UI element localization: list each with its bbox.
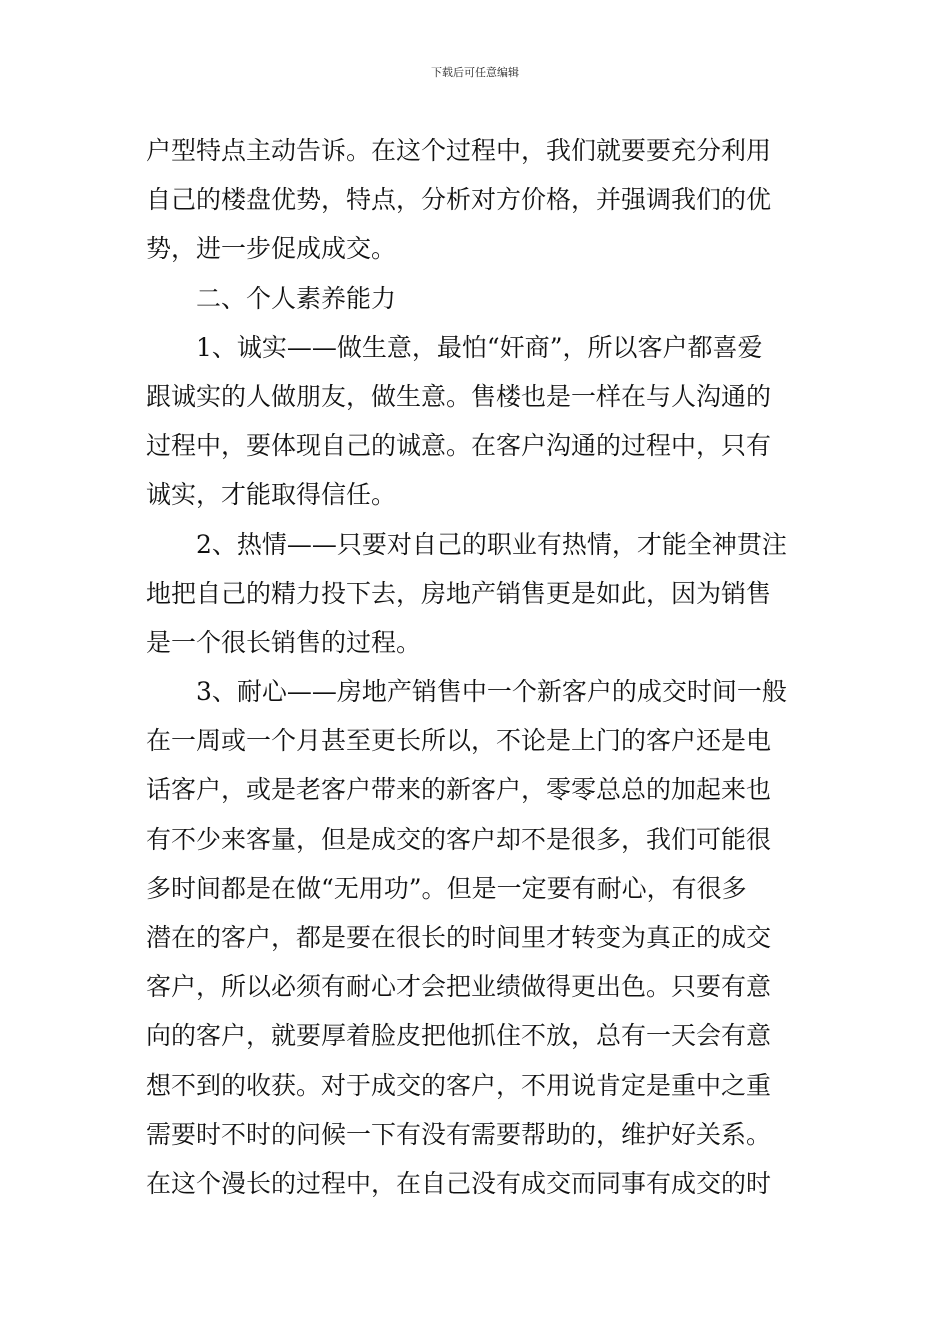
text-line: 诚实，才能取得信任。 (146, 480, 397, 510)
text-line: 自己的楼盘优势，特点，分析对方价格，并强调我们的优 (146, 185, 772, 215)
text-line: 在这个漫长的过程中，在自己没有成交而同事有成交的时 (146, 1168, 772, 1198)
text-line: 跟诚实的人做朋友，做生意。售楼也是一样在与人沟通的 (146, 381, 772, 411)
text-line: 需要时不时的问候一下有没有需要帮助的，维护好关系。 (146, 1119, 772, 1149)
text-line: 势，进一步促成成交。 (146, 234, 397, 264)
text-line: 在一周或一个月甚至更长所以，不论是上门的客户还是电 (146, 726, 772, 756)
text-line: 有不少来客量，但是成交的客户却不是很多，我们可能很 (146, 824, 772, 854)
text-line: 地把自己的精力投下去，房地产销售更是如此，因为销售 (146, 578, 772, 608)
text-line: 过程中，要体现自己的诚意。在客户沟通的过程中，只有 (146, 431, 772, 461)
text-line: 客户，所以必须有耐心才会把业绩做得更出色。只要有意 (146, 972, 772, 1002)
text-line: 潜在的客户，都是要在很长的时间里才转变为真正的成交 (146, 923, 772, 952)
text-line: 是一个很长销售的过程。 (146, 627, 422, 657)
text-line: 多时间都是在做“无用功”。但是一定要有耐心，有很多 (146, 873, 747, 903)
text-line: 二、个人素养能力 (196, 283, 397, 313)
page-header: 下载后可任意编辑 (431, 66, 519, 79)
document-body (146, 126, 806, 1208)
text-line: 向的客户，就要厚着脸皮把他抓住不放，总有一天会有意 (146, 1021, 772, 1051)
text-line: 话客户，或是老客户带来的新客户，零零总总的加起来也 (146, 775, 772, 805)
text-line: 2、热情——只要对自己的职业有热情，才能全神贯注 (196, 529, 787, 559)
text-line: 想不到的收获。对于成交的客户，不用说肯定是重中之重 (146, 1070, 772, 1100)
text-line: 1、诚实——做生意，最怕“奸商”，所以客户都喜爱 (196, 332, 763, 362)
text-line: 3、耐心——房地产销售中一个新客户的成交时间一般 (196, 677, 787, 707)
text-line: 户型特点主动告诉。在这个过程中，我们就要要充分利用 (146, 136, 772, 165)
